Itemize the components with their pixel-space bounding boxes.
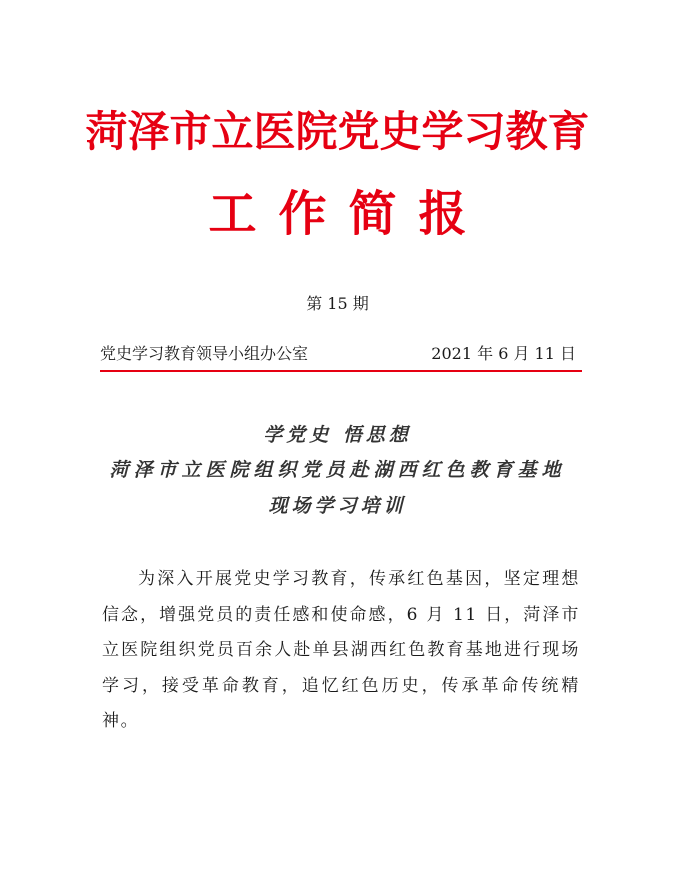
headline-line-3: 现场学习培训	[268, 495, 407, 517]
headline-line-1: 学党史 悟思想	[263, 424, 412, 446]
issue-date: 2021 年 6 月 11 日	[431, 344, 576, 363]
body-paragraph: 为深入开展党史学习教育，传承红色基因，坚定理想信念，增强党员的责任感和使命感，6 月 11 日，菏泽市立医院组织党员百余人赴单县湖西红色教育基地进行现场学习，接受革命教育，追忆红色历史，传承革命传统精神。	[102, 569, 580, 731]
red-divider	[100, 370, 582, 372]
masthead-title: 菏泽市立医院党史学习教育	[85, 107, 590, 156]
headline-line-2: 菏泽市立医院组织党员赴湖西红色教育基地	[109, 459, 566, 481]
issuing-organization: 党史学习教育领导小组办公室	[100, 344, 309, 363]
issue-number: 第 15 期	[306, 294, 369, 313]
masthead-subtitle: 工作简报	[208, 186, 489, 242]
meta-row	[100, 341, 580, 367]
